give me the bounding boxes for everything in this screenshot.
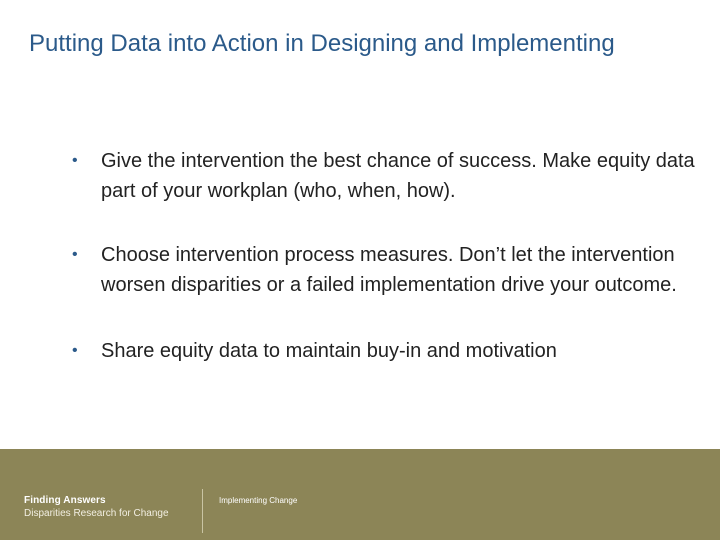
bullet-marker: • (72, 342, 78, 359)
slide-title: Putting Data into Action in Designing and Implementing (29, 30, 615, 57)
bullet-text: Choose intervention process measures. Don’t let the intervention worsen disparities or a failed implementation drive your outcome. (101, 244, 677, 296)
footer-brand (24, 494, 169, 520)
bullet-item (72, 240, 702, 300)
brand-tagline: Disparities Research for Change (24, 508, 169, 519)
footer-divider (202, 489, 203, 533)
bullet-item (72, 146, 702, 206)
footer-band (0, 449, 720, 540)
bullet-marker: • (72, 246, 78, 263)
bullet-text: Give the intervention the best chance of success. Make equity data part of your workplan (who, when, how). (101, 150, 695, 202)
bullet-list (72, 146, 702, 366)
bullet-marker: • (72, 152, 78, 169)
footer-program-label: Implementing Change (219, 496, 298, 505)
bullet-item (72, 336, 702, 366)
bullet-text: Share equity data to maintain buy-in and motivation (101, 340, 557, 362)
brand-name: Finding Answers (24, 495, 106, 506)
